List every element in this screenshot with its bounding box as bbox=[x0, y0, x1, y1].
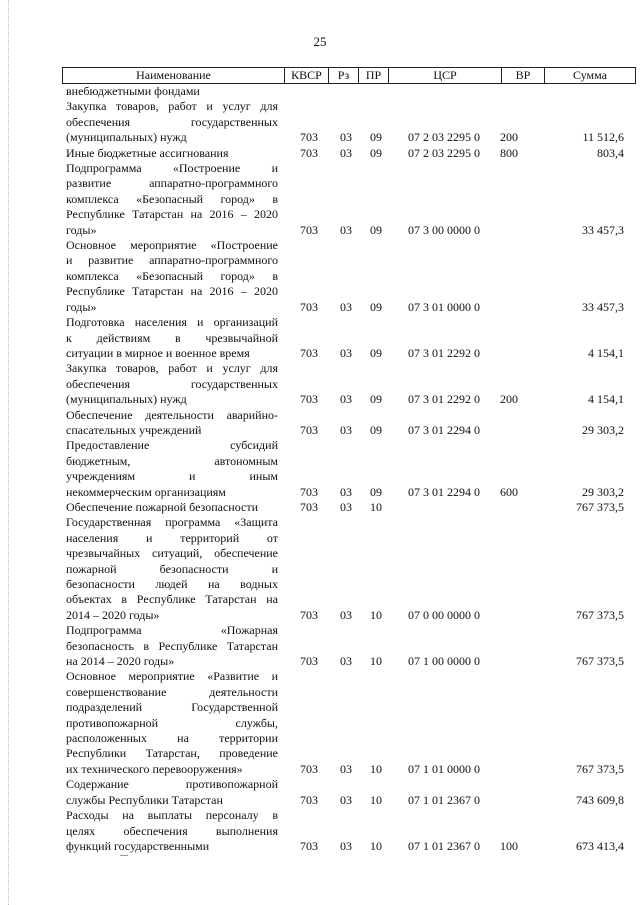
cell-vr: 200 bbox=[500, 392, 518, 407]
table-row bbox=[0, 84, 640, 99]
cell-kvsr: 703 bbox=[300, 761, 318, 776]
row-name-line: учреждениям и иным bbox=[66, 469, 278, 484]
row-name-line: Обеспечение деятельности аварийно- bbox=[66, 407, 278, 422]
row-name-line: противопожарной службы, bbox=[66, 715, 278, 730]
table-header bbox=[62, 67, 636, 84]
table-row bbox=[0, 623, 640, 669]
header-csr: ЦСР bbox=[389, 68, 502, 83]
row-name bbox=[66, 515, 278, 623]
row-name-line: расположенных на территории bbox=[66, 731, 278, 746]
cell-kvsr: 703 bbox=[300, 499, 318, 514]
cell-rz: 03 bbox=[340, 484, 352, 499]
cell-pr: 09 bbox=[370, 299, 382, 314]
row-name-line: Республике Татарстан на 2016 – 2020 bbox=[66, 284, 278, 299]
cell-sum: 767 373,5 bbox=[576, 761, 624, 776]
table-row bbox=[0, 238, 640, 315]
cell-sum: 29 303,2 bbox=[582, 484, 624, 499]
cell-rz: 03 bbox=[340, 792, 352, 807]
row-name-line: обеспечения государственных bbox=[66, 376, 278, 391]
row-name-line: некоммерческим организациям bbox=[66, 484, 226, 499]
row-name bbox=[66, 438, 278, 500]
header-vr: ВР bbox=[502, 68, 545, 83]
table-row bbox=[0, 361, 640, 407]
row-name-line: Содержание противопожарной bbox=[66, 777, 278, 792]
row-name bbox=[66, 315, 278, 361]
cell-rz: 03 bbox=[340, 222, 352, 237]
cell-pr: 10 bbox=[370, 792, 382, 807]
cell-sum: 767 373,5 bbox=[576, 499, 624, 514]
row-name-line: функций государственными bbox=[66, 838, 210, 853]
cell-rz: 03 bbox=[340, 654, 352, 669]
cell-pr: 10 bbox=[370, 607, 382, 622]
row-name-line: спасательных учреждений bbox=[66, 422, 202, 437]
row-name-line: и развитие аппаратно-программного bbox=[66, 253, 278, 268]
cell-csr: 07 3 01 2292 0 bbox=[408, 392, 480, 407]
cell-csr: 07 3 00 0000 0 bbox=[408, 222, 480, 237]
cell-rz: 03 bbox=[340, 392, 352, 407]
cell-kvsr: 703 bbox=[300, 130, 318, 145]
cell-pr: 09 bbox=[370, 392, 382, 407]
cell-sum: 767 373,5 bbox=[576, 654, 624, 669]
cell-pr: 09 bbox=[370, 422, 382, 437]
row-name-line: Иные бюджетные ассигнования bbox=[66, 145, 229, 160]
table-row bbox=[0, 161, 640, 238]
cell-sum: 4 154,1 bbox=[588, 345, 624, 360]
row-name-line: службы Республики Татарстан bbox=[66, 792, 223, 807]
header-rz: Рз bbox=[329, 68, 359, 83]
cell-vr: 200 bbox=[500, 130, 518, 145]
row-name-line: на 2014 – 2020 годы» bbox=[66, 654, 175, 669]
table-row bbox=[0, 808, 640, 854]
row-name bbox=[66, 777, 278, 808]
cell-csr: 07 1 00 0000 0 bbox=[408, 654, 480, 669]
row-name-line: 2014 – 2020 годы» bbox=[66, 607, 160, 622]
cell-pr: 09 bbox=[370, 145, 382, 160]
row-name-line: внебюджетными фондами bbox=[66, 84, 200, 98]
cell-rz: 03 bbox=[340, 761, 352, 776]
row-name bbox=[66, 623, 278, 669]
cell-pr: 10 bbox=[370, 654, 382, 669]
cell-csr: 07 0 00 0000 0 bbox=[408, 607, 480, 622]
cell-kvsr: 703 bbox=[300, 422, 318, 437]
row-name-line: подразделений Государственной bbox=[66, 700, 278, 715]
row-name-line: пожарной безопасности и bbox=[66, 561, 278, 576]
row-name-line: годы» bbox=[66, 299, 97, 314]
row-name-line: Предоставление субсидий bbox=[66, 438, 278, 453]
cell-kvsr: 703 bbox=[300, 145, 318, 160]
cell-vr: 600 bbox=[500, 484, 518, 499]
row-name-line: бюджетным, автономным bbox=[66, 453, 278, 468]
stray-mark bbox=[120, 855, 128, 856]
row-name-line: Закупка товаров, работ и услуг для bbox=[66, 361, 278, 376]
cell-rz: 03 bbox=[340, 145, 352, 160]
row-name-line: населения и территорий от bbox=[66, 530, 278, 545]
cell-sum: 803,4 bbox=[597, 145, 624, 160]
cell-pr: 10 bbox=[370, 499, 382, 514]
table-row bbox=[0, 408, 640, 439]
row-name-line: Подготовка населения и организаций bbox=[66, 315, 278, 330]
row-name-line: Подпрограмма «Построение и bbox=[66, 161, 278, 176]
table-row bbox=[0, 99, 640, 145]
row-name-line: обеспечения государственных bbox=[66, 114, 278, 129]
cell-csr: 07 2 03 2295 0 bbox=[408, 130, 480, 145]
cell-csr: 07 3 01 2292 0 bbox=[408, 345, 480, 360]
cell-kvsr: 703 bbox=[300, 345, 318, 360]
header-kvsr: КВСР bbox=[285, 68, 329, 83]
cell-vr: 800 bbox=[500, 145, 518, 160]
row-name-line: Обеспечение пожарной безопасности bbox=[66, 499, 259, 514]
row-name bbox=[66, 408, 278, 439]
cell-csr: 07 3 01 0000 0 bbox=[408, 299, 480, 314]
cell-sum: 11 512,6 bbox=[582, 130, 624, 145]
row-name-line: Государственная программа «Защита bbox=[66, 515, 278, 530]
cell-kvsr: 703 bbox=[300, 654, 318, 669]
cell-sum: 33 457,3 bbox=[582, 299, 624, 314]
cell-sum: 673 413,4 bbox=[576, 838, 624, 853]
header-name: Наименование bbox=[63, 68, 285, 83]
cell-rz: 03 bbox=[340, 299, 352, 314]
row-name-line: объектах в Республике Татарстан на bbox=[66, 592, 278, 607]
cell-sum: 29 303,2 bbox=[582, 422, 624, 437]
cell-sum: 767 373,5 bbox=[576, 607, 624, 622]
row-name bbox=[66, 361, 278, 407]
cell-kvsr: 703 bbox=[300, 299, 318, 314]
table-row bbox=[0, 669, 640, 777]
row-name bbox=[66, 146, 278, 161]
cell-rz: 03 bbox=[340, 422, 352, 437]
cell-csr: 07 1 01 2367 0 bbox=[408, 792, 480, 807]
cell-csr: 07 1 01 2367 0 bbox=[408, 838, 480, 853]
cell-rz: 03 bbox=[340, 499, 352, 514]
row-name bbox=[66, 808, 278, 854]
table-row bbox=[0, 500, 640, 515]
cell-rz: 03 bbox=[340, 130, 352, 145]
row-name-line: (муниципальных) нужд bbox=[66, 130, 187, 145]
row-name bbox=[66, 669, 278, 777]
cell-kvsr: 703 bbox=[300, 792, 318, 807]
row-name-line: (муниципальных) нужд bbox=[66, 392, 187, 407]
cell-pr: 10 bbox=[370, 838, 382, 853]
row-name-line: совершенствование деятельности bbox=[66, 684, 278, 699]
row-name-line: Основное мероприятие «Развитие и bbox=[66, 669, 278, 684]
row-name-line: чрезвычайных ситуаций, обеспечение bbox=[66, 546, 278, 561]
cell-kvsr: 703 bbox=[300, 392, 318, 407]
table-row bbox=[0, 146, 640, 161]
row-name-line: безопасности людей на водных bbox=[66, 577, 278, 591]
cell-csr: 07 3 01 2294 0 bbox=[408, 422, 480, 437]
table-row bbox=[0, 515, 640, 623]
cell-kvsr: 703 bbox=[300, 607, 318, 622]
cell-vr: 100 bbox=[500, 838, 518, 853]
cell-csr: 07 1 01 0000 0 bbox=[408, 761, 480, 776]
cell-pr: 09 bbox=[370, 222, 382, 237]
row-name bbox=[66, 238, 278, 315]
cell-pr: 09 bbox=[370, 484, 382, 499]
cell-rz: 03 bbox=[340, 345, 352, 360]
row-name-line: развитие аппаратно-программного bbox=[66, 176, 278, 191]
table-body bbox=[0, 84, 640, 854]
cell-kvsr: 703 bbox=[300, 838, 318, 853]
header-pr: ПР bbox=[359, 68, 389, 83]
row-name-line: комплекса «Безопасный город» в bbox=[66, 191, 278, 206]
table-row bbox=[0, 315, 640, 361]
row-name-line: целях обеспечения выполнения bbox=[66, 823, 278, 838]
cell-rz: 03 bbox=[340, 607, 352, 622]
cell-csr: 07 3 01 2294 0 bbox=[408, 484, 480, 499]
row-name-line: Расходы на выплаты персоналу в bbox=[66, 808, 278, 823]
cell-pr: 09 bbox=[370, 345, 382, 360]
row-name bbox=[66, 161, 278, 238]
cell-csr: 07 2 03 2295 0 bbox=[408, 145, 480, 160]
table-row bbox=[0, 438, 640, 500]
row-name bbox=[66, 99, 278, 145]
row-name-line: комплекса «Безопасный город» в bbox=[66, 268, 278, 283]
cell-sum: 4 154,1 bbox=[588, 392, 624, 407]
row-name-line: их технического перевооружения» bbox=[66, 761, 243, 776]
cell-rz: 03 bbox=[340, 838, 352, 853]
row-name-line: к действиям в чрезвычайной bbox=[66, 330, 278, 345]
row-name-line: годы» bbox=[66, 222, 97, 237]
row-name-line: безопасность в Республике Татарстан bbox=[66, 638, 278, 653]
row-name-line: Республики Татарстан, проведение bbox=[66, 746, 278, 761]
cell-pr: 10 bbox=[370, 761, 382, 776]
row-name-line: Основное мероприятие «Построение bbox=[66, 238, 278, 253]
row-name bbox=[66, 500, 278, 515]
cell-pr: 09 bbox=[370, 130, 382, 145]
row-name-line: Республике Татарстан на 2016 – 2020 bbox=[66, 207, 278, 222]
table-row bbox=[0, 777, 640, 808]
row-name-line: Подпрограмма «Пожарная bbox=[66, 623, 278, 638]
row-name bbox=[66, 84, 278, 99]
cell-kvsr: 703 bbox=[300, 484, 318, 499]
cell-kvsr: 703 bbox=[300, 222, 318, 237]
header-sum: Сумма bbox=[573, 68, 607, 82]
page-number: 25 bbox=[313, 34, 327, 49]
row-name-line: Закупка товаров, работ и услуг для bbox=[66, 99, 278, 114]
row-name-line: ситуации в мирное и военное время bbox=[66, 345, 250, 360]
cell-sum: 743 609,8 bbox=[576, 792, 624, 807]
cell-sum: 33 457,3 bbox=[582, 222, 624, 237]
